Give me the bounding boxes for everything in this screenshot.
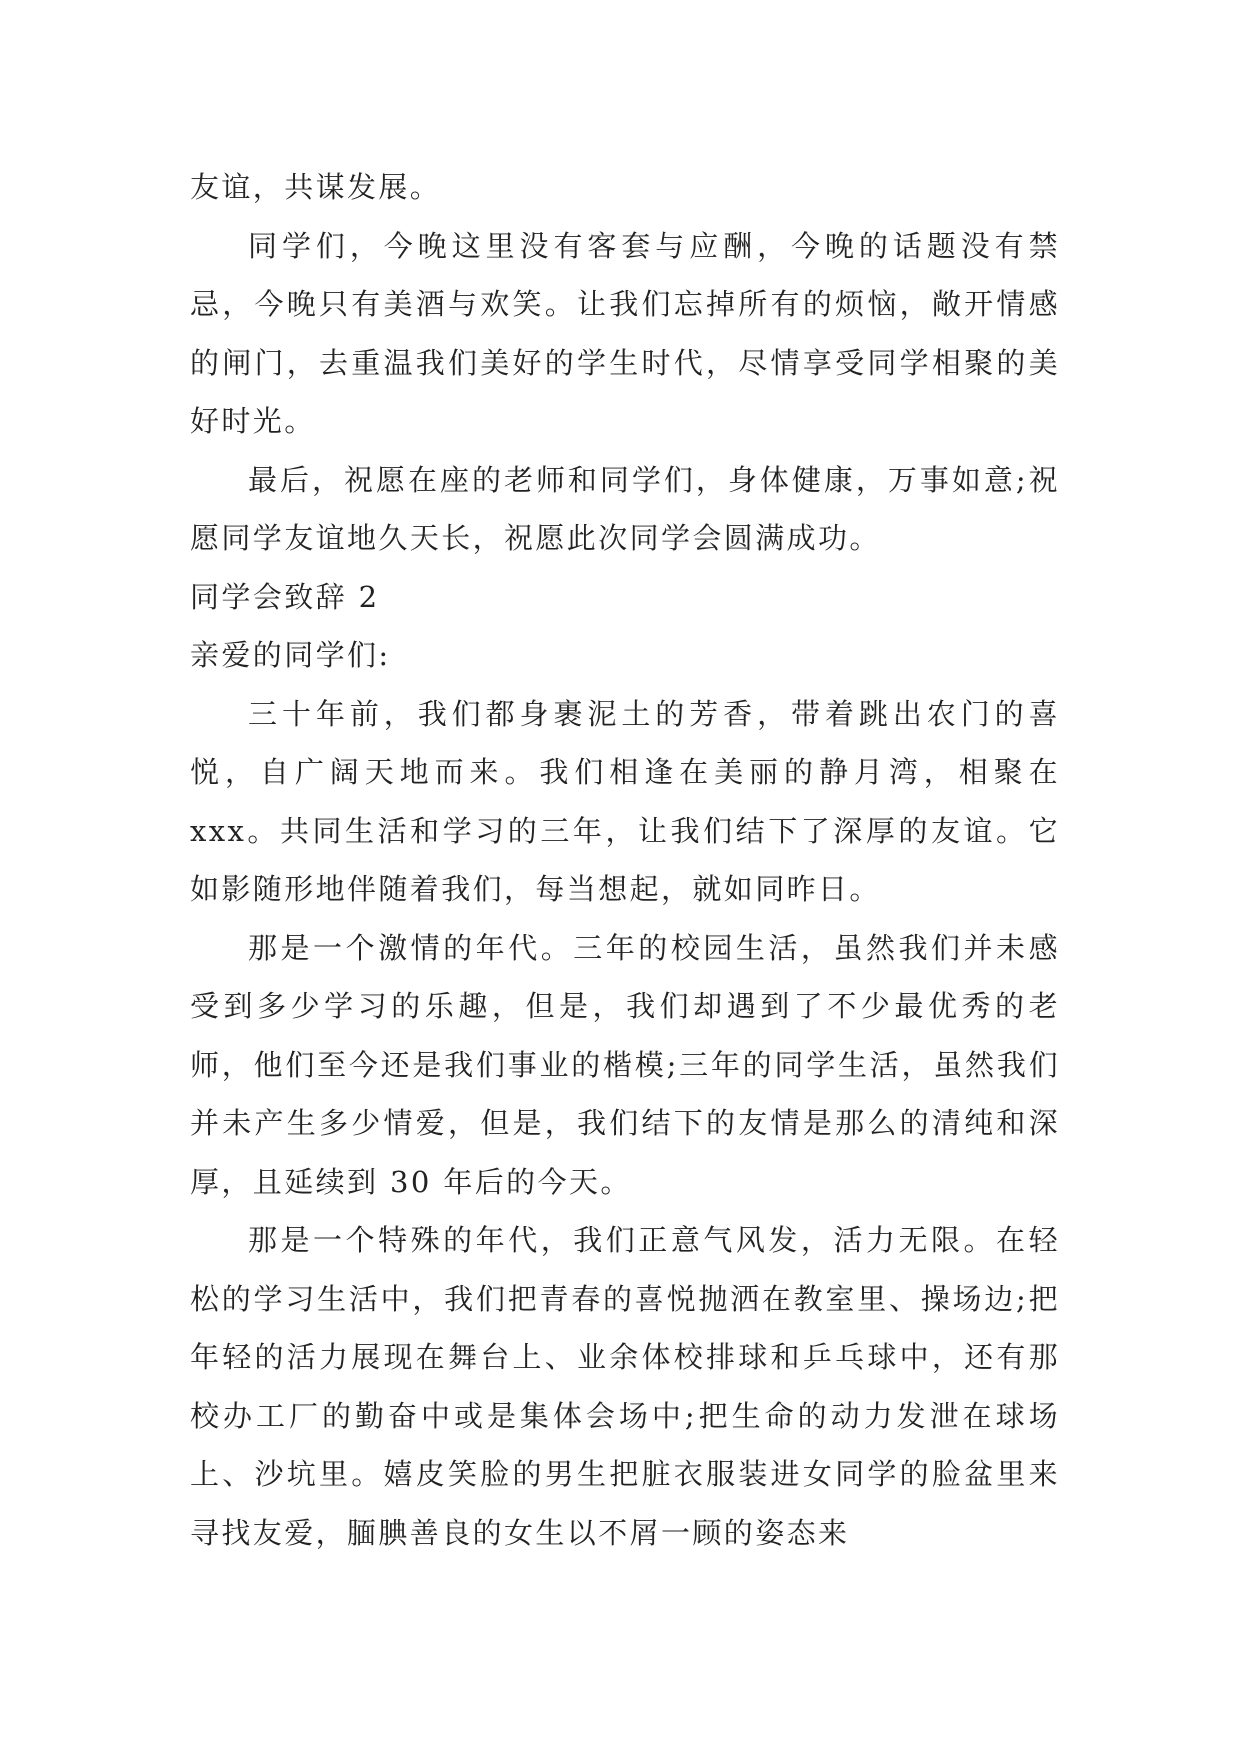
paragraph-6: 那是一个特殊的年代，我们正意气风发，活力无限。在轻松的学习生活中，我们把青春的喜悦抛洒在教室里、操场边;把年轻的活力展现在舞台上、业余体校排球和乒乓球中，还有那校办工厂的勤奋中或是集体会场中;把生命的动力发泄在球场上、沙坑里。嬉皮笑脸的男生把脏衣服装进女同学的脸盆里来寻找友爱，腼腆善良的女生以不屑一顾的姿态来	[190, 1223, 1060, 1550]
paragraph-5: 那是一个激情的年代。三年的校园生活，虽然我们并未感受到多少学习的乐趣，但是，我们却遇到了不少最优秀的老师，他们至今还是我们事业的楷模;三年的同学生活，虽然我们并未产生多少情爱，但是，我们结下的友情是那么的清纯和深厚，且延续到 30 年后的今天。	[190, 930, 1060, 1199]
paragraph-2: 同学们，今晚这里没有客套与应酬，今晚的话题没有禁忌，今晚只有美酒与欢笑。让我们忘掉所有的烦恼，敞开情感的闸门，去重温我们美好的学生时代，尽情享受同学相聚的美好时光。	[190, 228, 1060, 438]
section-heading: 同学会致辞 2	[190, 579, 380, 614]
paragraph-1: 友谊，共谋发展。	[190, 170, 442, 204]
paragraph-3: 最后，祝愿在座的老师和同学们，身体健康，万事如意;祝愿同学友谊地久天长，祝愿此次同学会圆满成功。	[190, 462, 1060, 555]
salutation: 亲爱的同学们:	[190, 638, 391, 672]
document-page	[190, 158, 1060, 1562]
paragraph-4: 三十年前，我们都身裹泥土的芳香，带着跳出农门的喜悦，自广阔天地而来。我们相逢在美丽的静月湾，相聚在 xxx。共同生活和学习的三年，让我们结下了深厚的友谊。它如影随形地伴随着我们，每当想起，就如同昨日。	[190, 696, 1060, 906]
